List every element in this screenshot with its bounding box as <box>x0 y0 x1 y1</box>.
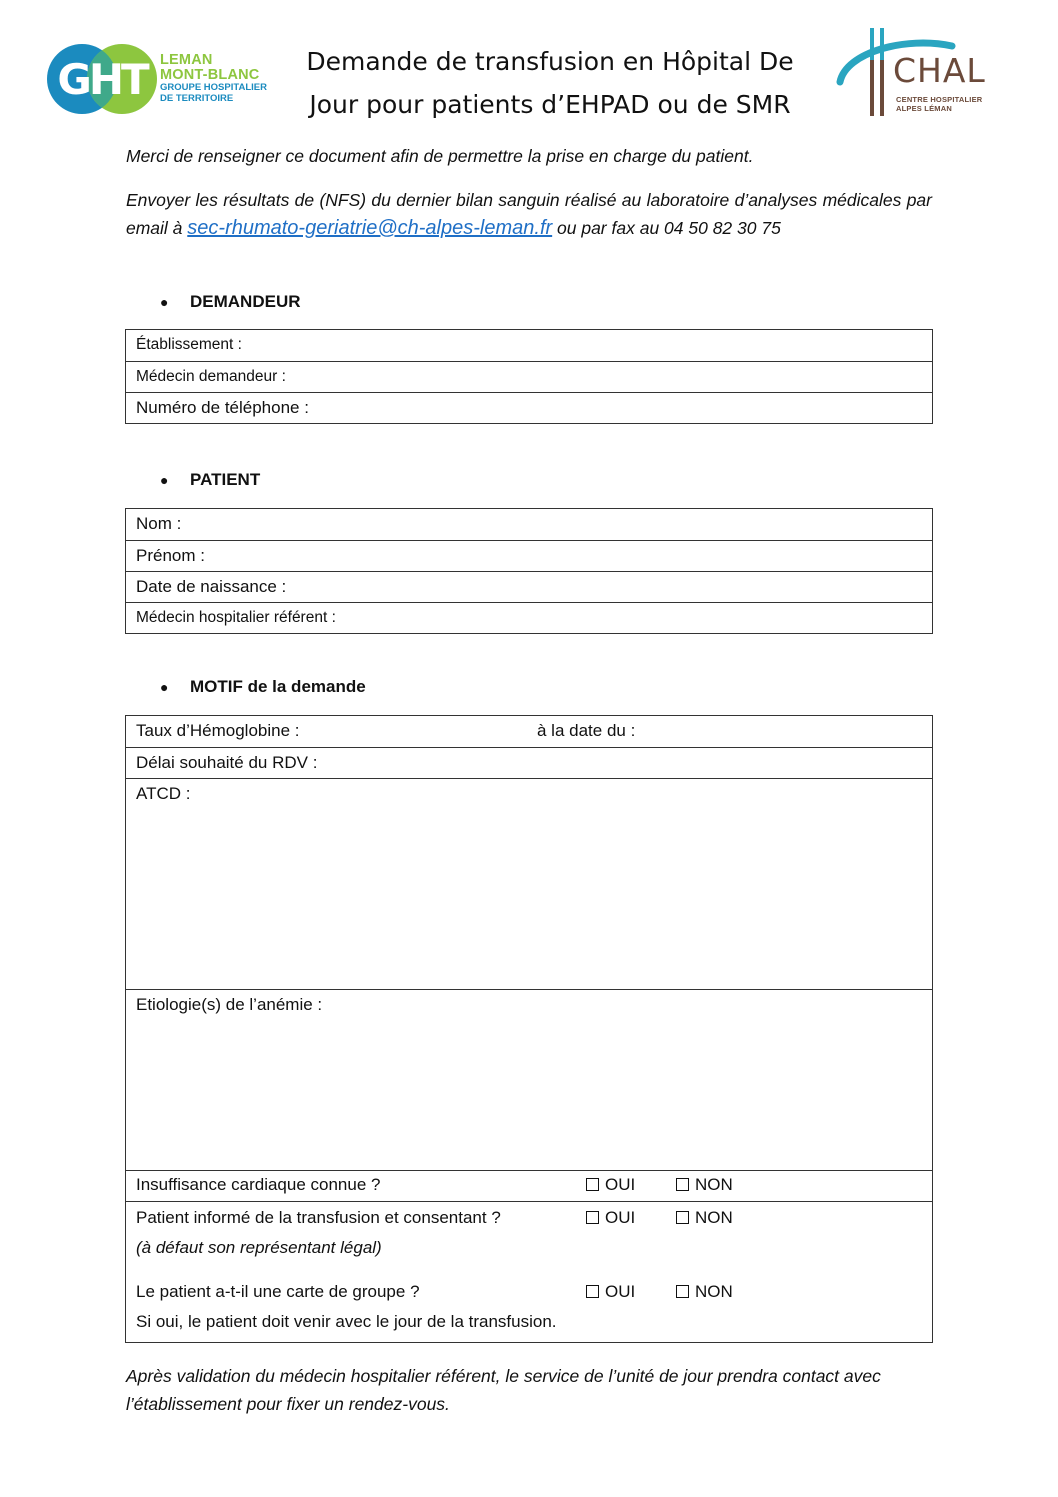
bullet-icon: ● <box>160 294 169 310</box>
checkbox-label: OUI <box>605 1175 636 1194</box>
section-title: PATIENT <box>190 470 261 489</box>
field-medecin-demandeur[interactable]: Médecin demandeur : <box>126 361 932 392</box>
closing-note: Après validation du médecin hospitalier référent, le service de l’unité de jour prendra contact avec l’établissement pour fixer un rendez-vous. <box>126 1366 881 1414</box>
field-date-naissance[interactable]: Date de naissance : <box>126 571 932 602</box>
section-heading-demandeur <box>160 292 301 312</box>
chal-wordmark: CHAL <box>893 51 986 90</box>
bullet-icon: ● <box>160 679 169 695</box>
checkbox-label: NON <box>695 1208 733 1227</box>
checkbox-icon <box>586 1178 599 1191</box>
checkbox-non[interactable] <box>676 1171 733 1199</box>
chal-subtitle-line1: CENTRE HOSPITALIER <box>896 95 983 104</box>
ght-name-line1: LEMAN <box>160 52 213 68</box>
field-delai-rdv[interactable]: Délai souhaité du RDV : <box>126 747 932 778</box>
patient-table <box>125 508 933 634</box>
field-atcd[interactable]: ATCD : <box>126 778 932 989</box>
field-etiologie[interactable]: Etiologie(s) de l’anémie : <box>126 989 932 1170</box>
bullet-icon: ● <box>160 472 169 488</box>
checkbox-oui[interactable] <box>586 1171 635 1199</box>
question-label: Patient informé de la transfusion et consentant ? <box>136 1208 501 1227</box>
checkbox-oui[interactable] <box>586 1278 635 1306</box>
intro-fax-text: ou par fax au 04 50 82 30 75 <box>552 218 781 238</box>
checkbox-label: OUI <box>605 1282 636 1301</box>
hemoglobine-label: Taux d’Hémoglobine : <box>136 721 300 740</box>
question-label: Insuffisance cardiaque connue ? <box>136 1175 381 1194</box>
checkbox-non[interactable] <box>676 1278 733 1306</box>
checkbox-label: NON <box>695 1175 733 1194</box>
ght-circles-icon <box>46 43 158 115</box>
intro-instruction: Merci de renseigner ce document afin de permettre la prise en charge du patient. <box>126 146 754 166</box>
ght-name-line2: MONT-BLANC <box>160 66 260 83</box>
field-hemoglobine[interactable] <box>126 716 932 747</box>
title-line-1: Demande de transfusion en Hôpital De <box>306 47 794 76</box>
checkbox-icon <box>676 1211 689 1224</box>
section-title: MOTIF de la demande <box>190 677 366 696</box>
chal-logo <box>836 24 996 116</box>
title-line-2: Jour pour patients d’EHPAD ou de SMR <box>309 90 791 119</box>
field-etablissement[interactable]: Établissement : <box>136 336 242 353</box>
question-consentement-and-carte <box>126 1201 932 1342</box>
hemoglobine-date-label: à la date du : <box>537 721 636 740</box>
chal-subtitle-line2: ALPES LÉMAN <box>896 104 952 113</box>
checkbox-label: NON <box>695 1282 733 1301</box>
checkbox-icon <box>676 1178 689 1191</box>
field-telephone[interactable]: Numéro de téléphone : <box>126 392 932 423</box>
email-link[interactable]: sec-rhumato-geriatrie@ch-alpes-leman.fr <box>187 217 553 239</box>
checkbox-icon <box>586 1211 599 1224</box>
checkbox-non[interactable] <box>676 1204 733 1232</box>
question-note: (à défaut son représentant légal) <box>136 1238 382 1257</box>
question-label: Le patient a-t-il une carte de groupe ? <box>136 1282 420 1301</box>
question-insuffisance-cardiaque <box>126 1170 932 1201</box>
checkbox-icon <box>676 1285 689 1298</box>
ght-logo <box>46 43 281 115</box>
checkbox-oui[interactable] <box>586 1204 635 1232</box>
field-nom[interactable]: Nom : <box>136 514 182 533</box>
intro-send-text: Envoyer les résultats de (NFS) du dernier bilan sanguin réalisé au laboratoire d’analyses médicales par email à <box>126 190 932 238</box>
demandeur-table <box>125 329 933 424</box>
section-heading-patient <box>160 470 260 490</box>
field-prenom[interactable]: Prénom : <box>126 540 932 571</box>
section-title: DEMANDEUR <box>190 292 301 311</box>
field-medecin-referent[interactable]: Médecin hospitalier référent : <box>126 602 932 633</box>
checkbox-label: OUI <box>605 1208 636 1227</box>
svg-text:GHT: GHT <box>57 55 147 104</box>
question-note: Si oui, le patient doit venir avec le jour de la transfusion. <box>136 1312 557 1331</box>
intro-send-results <box>126 186 932 242</box>
motif-table <box>125 715 933 1343</box>
section-heading-motif <box>160 677 366 697</box>
page-title <box>280 40 820 126</box>
checkbox-icon <box>586 1285 599 1298</box>
ght-name-line4: DE TERRITOIRE <box>160 92 234 104</box>
ght-name-line3: GROUPE HOSPITALIER <box>160 82 267 93</box>
